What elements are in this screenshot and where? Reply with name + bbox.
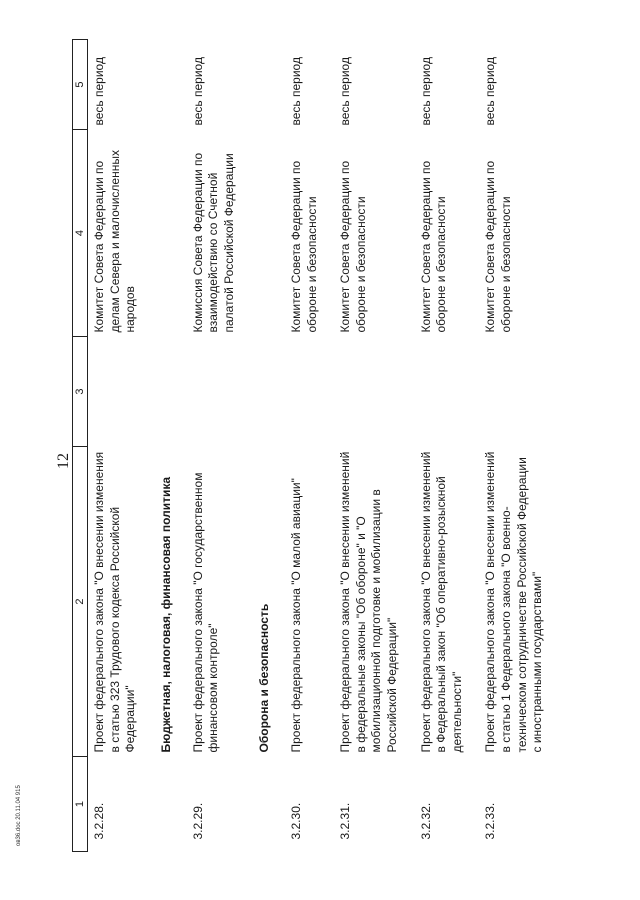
document-title: Проект федерального закона "О внесении изменений в статью 1 Федерального закона "О военно-техническом сотрудничестве Российской Федерации с иностранными государствами" [483, 451, 545, 753]
responsible-committee: Комитет Совета Федерации по обороне и безопасности [338, 160, 368, 333]
document-title: Проект федерального закона "О внесении изменений в Федеральный закон "Об оперативно-розыскной деятельности" [418, 451, 464, 753]
empty-cell [285, 337, 334, 447]
period: весь период [418, 57, 433, 126]
table-row [187, 40, 252, 852]
column-number-row [73, 40, 88, 852]
responsible-committee: Комитет Совета Федерации по обороне и безопасности [289, 160, 319, 333]
column-number: 2 [73, 447, 88, 757]
section-heading: Бюджетная, налоговая, финансовая политика [159, 476, 174, 753]
item-number: 3.2.30. [289, 802, 304, 840]
empty-cell [251, 757, 285, 852]
responsible-committee: Комитет Совета Федерации по делам Севера и малочисленных народов [92, 150, 138, 333]
item-number: 3.2.33. [483, 802, 498, 840]
responsible-committee: Комиссия Совета Федерации по взаимодействию со Счетной палатой Российской Федерации [190, 152, 236, 333]
column-number: 4 [73, 130, 88, 337]
item-number: 3.2.28. [92, 802, 107, 840]
item-number: 3.2.32. [418, 802, 433, 840]
empty-cell [153, 337, 187, 447]
empty-cell [415, 337, 480, 447]
period: весь период [190, 57, 205, 126]
table-row [285, 40, 334, 852]
column-number: 5 [73, 40, 88, 130]
table-row [334, 40, 414, 852]
period: весь период [338, 57, 353, 126]
responsible-committee: Комитет Совета Федерации по обороне и безопасности [483, 160, 513, 333]
document-title: Проект федерального закона "О внесении изменений в федеральные законы "Об обороне" и "О мобилизационной подготовке и мобилизации в Российской Федерации" [338, 451, 400, 753]
empty-cell [153, 40, 187, 130]
table-body [88, 40, 560, 852]
empty-cell [251, 40, 285, 130]
section-heading: Оборона и безопасность [257, 603, 272, 753]
document-title: Проект федерального закона "О малой авиации" [289, 478, 304, 753]
column-number: 1 [73, 757, 88, 852]
document-title: Проект федерального закона "О государственном финансовом контроле" [190, 472, 221, 753]
page-number: 12 [55, 453, 72, 469]
column-number: 3 [73, 337, 88, 447]
footer-file-stamp: ов36.doc 20.11.04 915 [16, 785, 22, 846]
document-title: Проект федерального закона "О внесении изменения в статью 323 Трудового кодекса Российской Федерации" [92, 451, 138, 753]
empty-cell [251, 130, 285, 337]
empty-cell [251, 337, 285, 447]
empty-cell [153, 130, 187, 337]
empty-cell [153, 757, 187, 852]
empty-cell [334, 337, 414, 447]
section-heading-row [251, 40, 285, 852]
responsible-committee: Комитет Совета Федерации по обороне и безопасности [418, 160, 449, 333]
rotated-table-container [72, 40, 596, 852]
empty-cell [187, 337, 252, 447]
empty-cell [88, 337, 153, 447]
table-row [415, 40, 480, 852]
period: весь период [92, 57, 107, 126]
period: весь период [483, 57, 498, 126]
table-row [88, 40, 153, 852]
item-number: 3.2.31. [338, 802, 353, 840]
table-row [479, 40, 559, 852]
empty-cell [479, 337, 559, 447]
period: весь период [289, 57, 304, 126]
item-number: 3.2.29. [190, 802, 205, 840]
plan-table [72, 39, 560, 852]
section-heading-row [153, 40, 187, 852]
